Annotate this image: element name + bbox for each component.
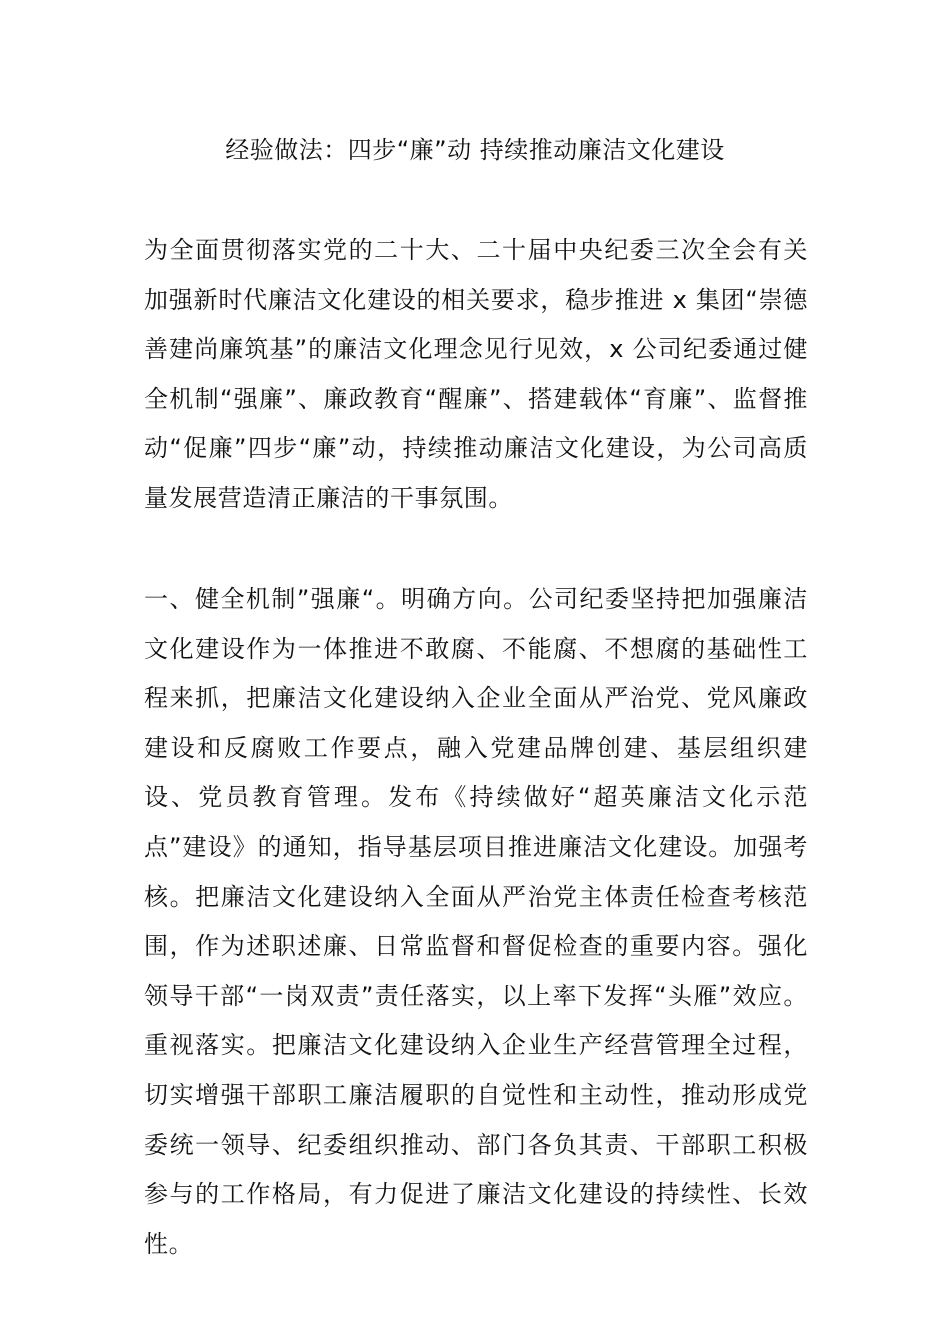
section-one-paragraph: 一、健全机制”强廉“。明确方向。公司纪委坚持把加强廉洁文化建设作为一体推进不敢腐、不能腐、不想腐的基础性工程来抓，把廉洁文化建设纳入企业全面从严治党、党风廉政建设和反腐败工作要点，融入党建品牌创建、基层组织建设、党员教育管理。发布《持续做好“超英廉洁文化示范点”建设》的通知，指导基层项目推进廉洁文化建设。加强考核。把廉洁文化建设纳入全面从严治党主体责任检查考核范围，作为述职述廉、日常监督和督促检查的重要内容。强化领导干部“一岗双责”责任落实，以上率下发挥“头雁”效应。重视落实。把廉洁文化建设纳入企业生产经营管理全过程，切实增强干部职工廉洁履职的自觉性和主动性，推动形成党委统一领导、纪委组织推动、部门各负其责、干部职工积极参与的工作格局，有力促进了廉洁文化建设的持续性、长效性。 [144,585,808,1258]
document-title: 经验做法：四步“廉”动 持续推动廉洁文化建设 [225,136,725,164]
intro-paragraph: 为全面贯彻落实党的二十大、二十届中央纪委三次全会有关加强新时代廉洁文化建设的相关要求，稳步推进 x 集团“崇德善建尚廉筑基”的廉洁文化理念见行见效，x 公司纪委通过健全机制“强廉”、廉政教育“醒廉”、搭建载体“育廉”、监督推动“促廉”四步“廉”动，持续推动廉洁文化建设，为公司高质量发展营造清正廉洁的干事氛围。 [144,236,808,512]
